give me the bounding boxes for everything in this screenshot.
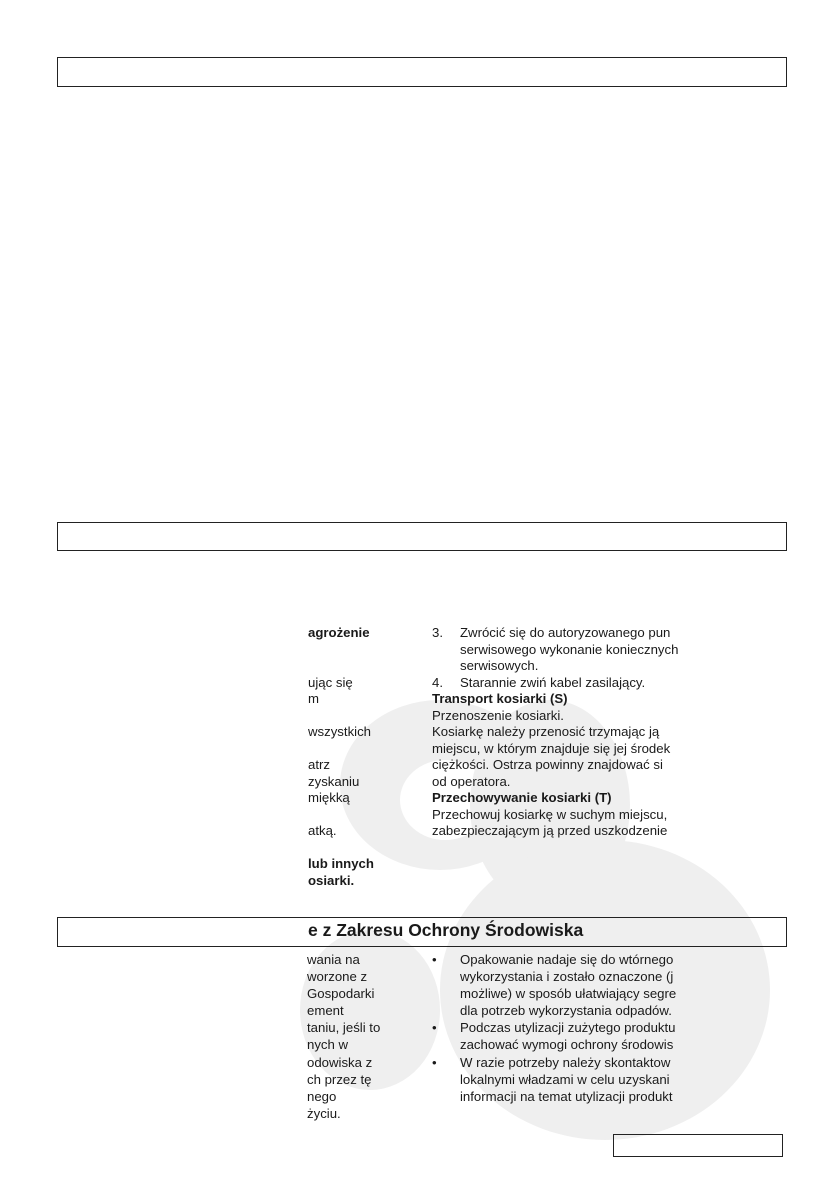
- item-text: Starannie zwiń kabel zasilający.: [460, 674, 646, 690]
- middle-header-frame: [57, 522, 787, 551]
- top-header-frame: [57, 57, 787, 87]
- item-text: wykorzystania i zostało oznaczone (j: [460, 969, 674, 985]
- bullet-list: [432, 951, 676, 1105]
- page-number-frame: [613, 1134, 783, 1157]
- list-item: [432, 951, 676, 1019]
- left-column-lower: [307, 951, 380, 1122]
- left-line: m: [308, 691, 319, 706]
- left-line: zyskaniu: [308, 773, 360, 789]
- item-number: 3.: [432, 625, 443, 640]
- storage-heading: Przechowywanie kosiarki (T): [432, 790, 612, 805]
- transport-text: Przenoszenie kosiarki.: [432, 707, 564, 723]
- left-line: [308, 642, 374, 659]
- transport-text: miejscu, w którym znajduje się jej środek: [432, 740, 671, 756]
- item-text: serwisowych.: [460, 658, 539, 673]
- item-number: 4.: [432, 674, 443, 690]
- list-item: [432, 1019, 676, 1053]
- left-line: ch przez tę: [307, 1071, 372, 1087]
- left-line: taniu, jeśli to: [307, 1020, 381, 1036]
- left-line: atką.: [308, 823, 337, 838]
- storage-text: zabezpieczającym ją przed uszkodzenie: [432, 823, 668, 838]
- item-text: Podczas utylizacji zużytego produktu: [460, 1020, 676, 1036]
- item-text: serwisowego wykonanie koniecznych: [460, 641, 679, 657]
- left-line: ement: [307, 1003, 344, 1019]
- environment-section-heading: e z Zakresu Ochrony Środowiska: [308, 920, 584, 940]
- left-line: nego: [307, 1088, 337, 1104]
- item-text: dla potrzeb wykorzystania odpadów.: [460, 1003, 672, 1019]
- left-line: [308, 807, 374, 824]
- item-text: informacji na temat utylizacji produkt: [460, 1088, 673, 1104]
- transport-text: ciężkości. Ostrza powinny znajdować si: [432, 757, 663, 772]
- bullet-icon: •: [432, 1054, 437, 1070]
- bullet-icon: •: [432, 952, 437, 967]
- left-line: [308, 708, 374, 725]
- transport-text: Kosiarkę należy przenosić trzymając ją: [432, 724, 660, 739]
- storage-text: Przechowuj kosiarkę w suchym miejscu,: [432, 806, 668, 822]
- left-line: Gospodarki: [307, 986, 375, 1002]
- item-text: zachować wymogi ochrony środowis: [460, 1037, 674, 1053]
- right-column-upper: [432, 625, 678, 840]
- left-column-upper: [308, 625, 374, 889]
- transport-text: od operatora.: [432, 773, 511, 789]
- left-line: wania na: [307, 952, 360, 967]
- transport-heading: Transport kosiarki (S): [432, 691, 568, 706]
- left-line: wszystkich: [308, 724, 372, 739]
- left-line: miękką: [308, 790, 350, 805]
- item-text: W razie potrzeby należy skontaktow: [460, 1054, 671, 1070]
- item-text: możliwe) w sposób ułatwiający segre: [460, 986, 677, 1002]
- item-text: lokalnymi władzami w celu uzyskani: [460, 1071, 670, 1087]
- left-line: nych w: [307, 1037, 349, 1053]
- list-item-3: [432, 625, 678, 642]
- left-line: osiarki.: [308, 872, 355, 888]
- left-line: odowiska z: [307, 1054, 373, 1070]
- left-line: worzone z: [307, 969, 368, 985]
- left-line: lub innych: [308, 856, 374, 871]
- item-text: Opakowanie nadaje się do wtórnego: [460, 952, 674, 967]
- left-line: agrożenie: [308, 625, 370, 640]
- left-line: [308, 840, 374, 857]
- item-text: Zwrócić się do autoryzowanego pun: [460, 625, 671, 640]
- left-line: życiu.: [307, 1105, 341, 1121]
- left-line: ując się: [308, 674, 353, 690]
- list-item-4: [432, 675, 678, 692]
- left-line: atrz: [308, 757, 330, 772]
- bullet-icon: •: [432, 1020, 437, 1036]
- left-line: [308, 658, 374, 675]
- list-item: [432, 1054, 676, 1105]
- left-line: [308, 741, 374, 758]
